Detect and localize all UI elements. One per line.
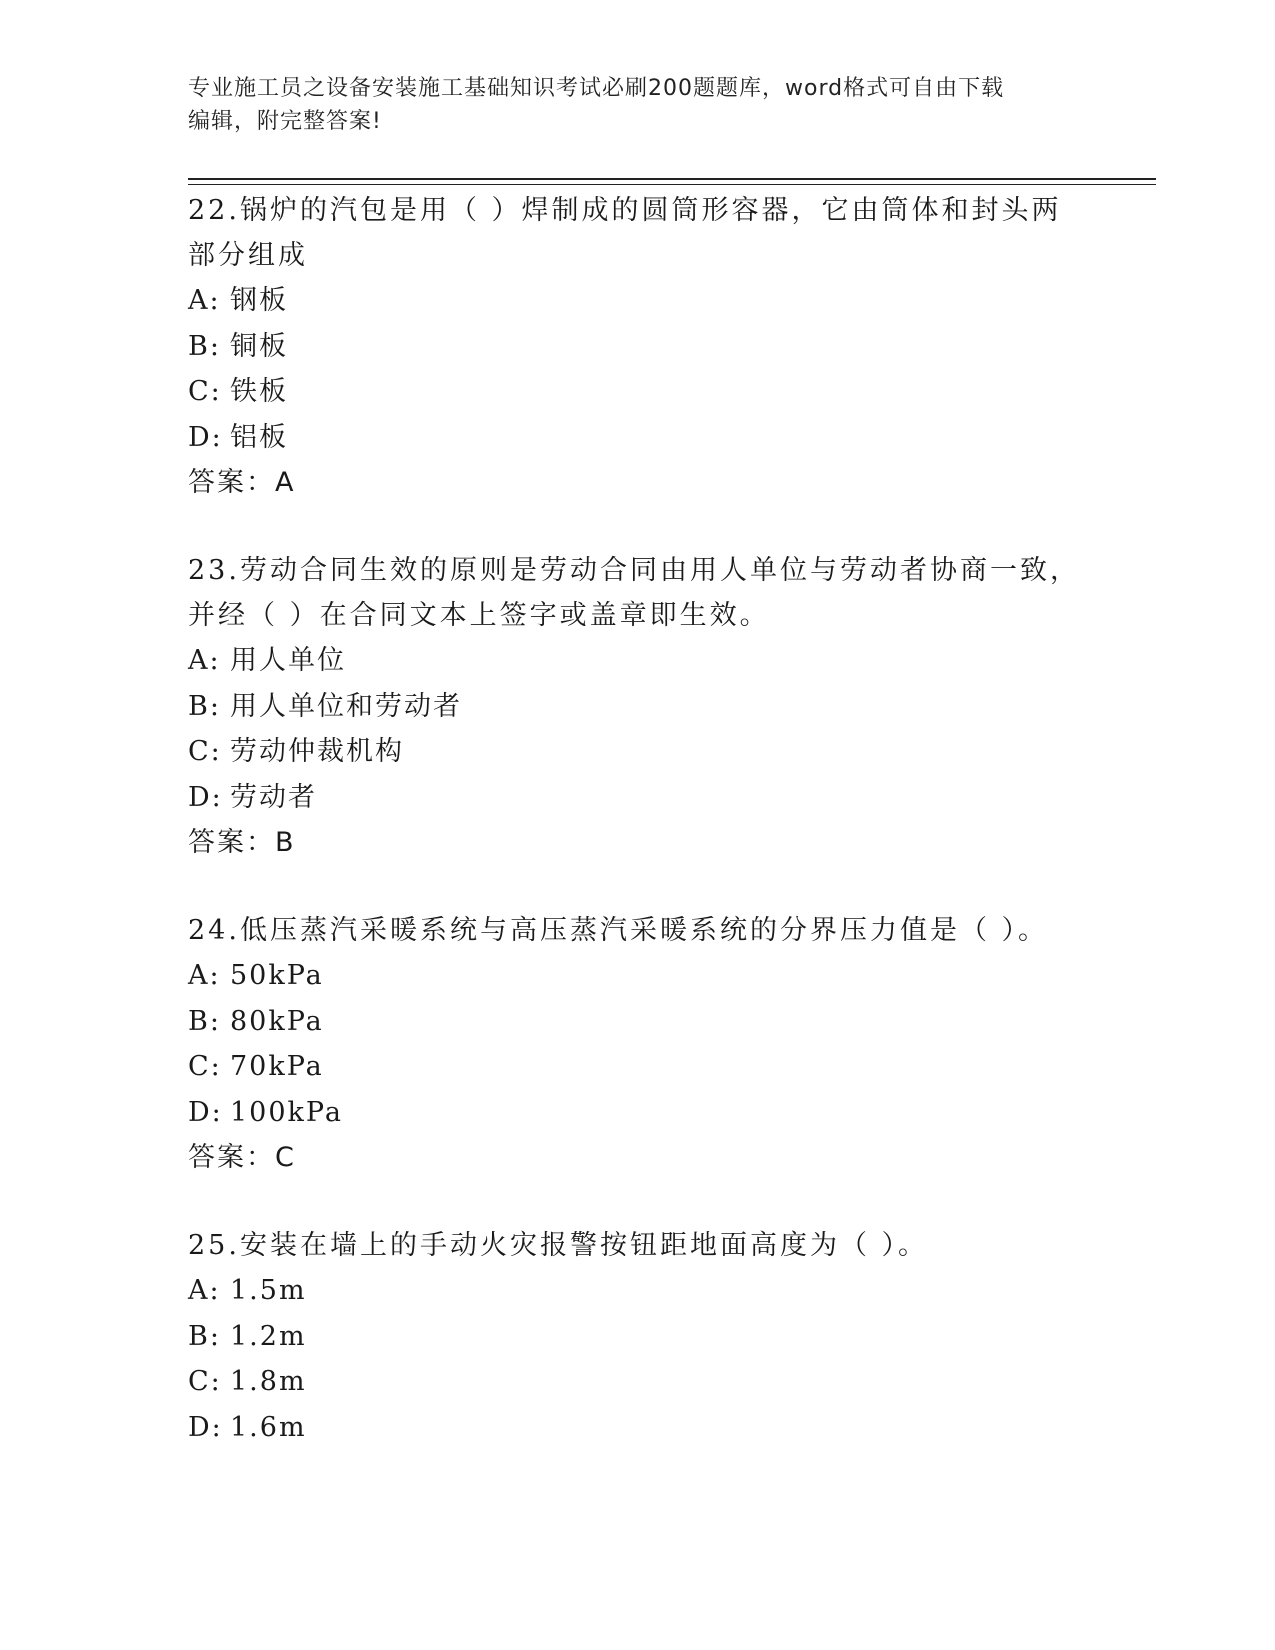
document-header (188, 72, 1068, 138)
option-text: 80kPa (230, 1005, 324, 1037)
question-stem: 25.安装在墙上的手动火灾报警按钮距地面高度为（ ）。 (188, 1230, 929, 1261)
question-22 (188, 188, 1088, 506)
option-text: 1.5m (230, 1275, 307, 1306)
option-key: B: (188, 1320, 221, 1352)
option-text: 劳动者 (230, 781, 317, 813)
option-key: C: (188, 376, 222, 407)
option-c (188, 729, 1088, 775)
option-d (188, 775, 1088, 821)
option-text: 100kPa (230, 1096, 343, 1128)
question-23 (188, 548, 1088, 866)
question-24 (188, 908, 1088, 1181)
question-stem: 23.劳动合同生效的原则是劳动合同由用人单位与劳动者协商一致，并经（ ）在合同文本上签字或盖章即生效。 (188, 555, 1080, 631)
option-key: A: (188, 645, 221, 676)
header-divider-thin (188, 184, 1156, 185)
question-list (188, 188, 1088, 1492)
option-c (188, 369, 1088, 415)
option-text: 劳动仲裁机构 (230, 736, 404, 767)
option-text: 钢板 (230, 285, 288, 316)
question-25 (188, 1223, 1088, 1450)
option-text: 铜板 (230, 330, 288, 362)
option-b (188, 684, 1088, 730)
option-text: 用人单位 (230, 645, 346, 676)
option-key: B: (188, 690, 221, 722)
option-c (188, 1044, 1088, 1090)
option-a (188, 1268, 1088, 1314)
option-key: D: (188, 1411, 223, 1443)
question-stem: 24.低压蒸汽采暖系统与高压蒸汽采暖系统的分界压力值是（ ）。 (188, 915, 1049, 946)
answer: 答案：A (188, 467, 296, 498)
option-text: 铝板 (230, 421, 288, 453)
answer: 答案：C (188, 1142, 296, 1173)
option-key: C: (188, 736, 222, 767)
option-b (188, 324, 1088, 370)
option-a (188, 953, 1088, 999)
option-a (188, 278, 1088, 324)
option-text: 1.2m (230, 1320, 307, 1352)
option-text: 铁板 (230, 376, 288, 407)
header-line-2: 编辑，附完整答案! (188, 109, 382, 134)
answer: 答案：B (188, 827, 296, 858)
option-text: 1.6m (230, 1411, 307, 1443)
option-key: A: (188, 285, 221, 316)
option-key: C: (188, 1051, 222, 1082)
option-b (188, 999, 1088, 1045)
option-key: D: (188, 421, 223, 453)
option-key: C: (188, 1366, 222, 1397)
option-key: D: (188, 781, 223, 813)
option-text: 用人单位和劳动者 (230, 690, 462, 722)
option-key: D: (188, 1096, 223, 1128)
option-b (188, 1314, 1088, 1360)
option-d (188, 1405, 1088, 1451)
option-key: B: (188, 1005, 221, 1037)
header-divider-thick (188, 178, 1156, 180)
option-c (188, 1359, 1088, 1405)
option-d (188, 415, 1088, 461)
option-d (188, 1090, 1088, 1136)
option-a (188, 638, 1088, 684)
option-text: 70kPa (230, 1051, 324, 1082)
question-stem: 22.锅炉的汽包是用（ ）焊制成的圆筒形容器，它由筒体和封头两部分组成 (188, 195, 1062, 271)
header-line-1: 专业施工员之设备安装施工基础知识考试必刷200题题库，word格式可自由下载 (188, 76, 1005, 101)
option-key: A: (188, 960, 221, 991)
option-text: 1.8m (230, 1366, 307, 1397)
option-text: 50kPa (230, 960, 324, 991)
option-key: A: (188, 1275, 221, 1306)
option-key: B: (188, 330, 221, 362)
